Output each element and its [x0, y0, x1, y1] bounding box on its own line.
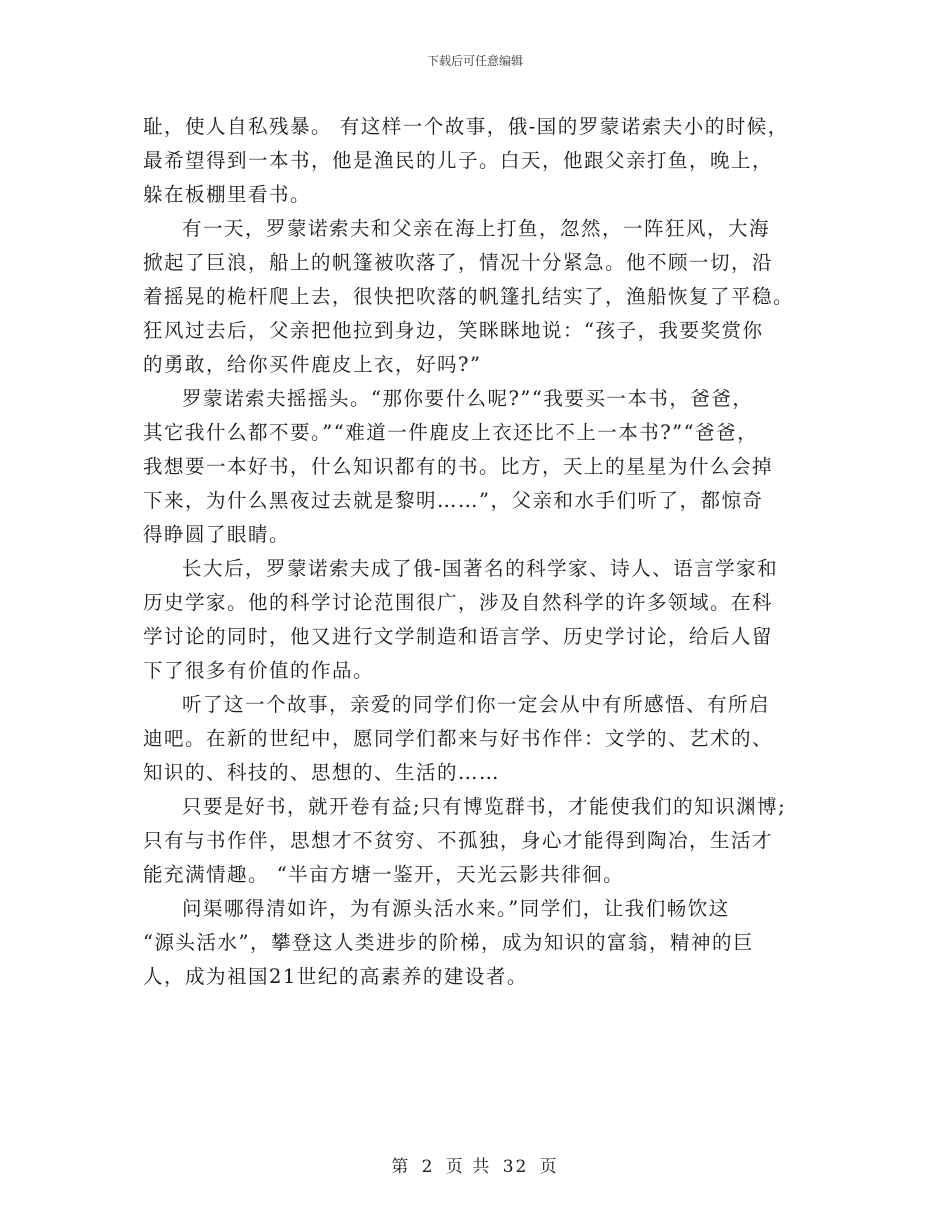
text-line: 听了这一个故事，亲爱的同学们你一定会从中有所感悟、有所启 — [182, 693, 771, 716]
text-line: 历史学家。他的科学讨论范围很广，涉及自然科学的许多领域。在科 — [143, 591, 774, 614]
text-line: 着摇晃的桅杆爬上去，很快把吹落的帆篷扎结实了，渔船恢复了平稳。 — [143, 285, 795, 308]
text-line: 能充满情趣。 “半亩方塘一鉴开，天光云影共徘徊。 — [143, 863, 625, 886]
text-line: 的勇敢，给你买件鹿皮上衣，好吗?” — [143, 353, 482, 376]
footer-middle: 页 共 — [445, 1157, 492, 1177]
text-line: 长大后，罗蒙诺索夫成了俄-国著名的科学家、诗人、语言学家和 — [182, 557, 779, 580]
text-line: 罗蒙诺索夫摇摇头。“那你要什么呢?”“我要买一本书，爸爸， — [182, 387, 754, 410]
text-line: 狂风过去后，父亲把他拉到身边，笑眯眯地说：“孩子，我要奖赏你 — [143, 319, 764, 342]
text-line: 掀起了巨浪，船上的帆篷被吹落了，情况十分紧急。他不顾一切，沿 — [143, 251, 774, 274]
text-line: 知识的、科技的、思想的、生活的…… — [143, 761, 501, 784]
text-line: 其它我什么都不要。”“难道一件鹿皮上衣还比不上一本书?”“爸爸， — [143, 421, 759, 444]
text-line: 只有与书作伴，思想才不贫穷、不孤独，身心才能得到陶冶，生活才 — [143, 829, 774, 852]
text-line: 只要是好书，就开卷有益;只有博览群书，才能使我们的知识渊博; — [182, 795, 787, 818]
text-line: 躲在板棚里看书。 — [143, 183, 312, 206]
body-text — [143, 110, 813, 994]
page-header: 下载后可任意编辑 — [426, 54, 523, 68]
text-line: 下来，为什么黑夜过去就是黎明……”，父亲和水手们听了，都惊奇 — [143, 489, 764, 512]
text-line: 耻，使人自私残暴。 有这样一个故事，俄-国的罗蒙诺索夫小的时候， — [143, 115, 789, 138]
footer-total-pages: 32 — [502, 1157, 529, 1177]
footer-page-number: 2 — [421, 1157, 435, 1177]
text-line: “源头活水”，攀登这人类进步的阶梯，成为知识的富翁，精神的巨 — [143, 931, 754, 954]
footer-prefix: 第 — [391, 1157, 411, 1177]
text-line: 得睁圆了眼睛。 — [143, 523, 291, 546]
text-line: 有一天，罗蒙诺索夫和父亲在海上打鱼，忽然，一阵狂风，大海 — [182, 217, 771, 240]
text-line: 迪吧。在新的世纪中，愿同学们都来与好书作伴：文学的、艺术的、 — [143, 727, 774, 750]
text-line: 学讨论的同时，他又进行文学制造和语言学、历史学讨论，给后人留 — [143, 625, 774, 648]
text-line: 最希望得到一本书，他是渔民的儿子。白天，他跟父亲打鱼，晚上， — [143, 149, 774, 172]
page-footer — [0, 1152, 950, 1177]
text-line: 问渠哪得清如许，为有源头活水来。”同学们，让我们畅饮这 — [182, 897, 730, 920]
text-line: 下了很多有价值的作品。 — [143, 659, 375, 682]
text-line: 人，成为祖国21世纪的高素养的建设者。 — [143, 965, 528, 988]
footer-suffix: 页 — [539, 1157, 559, 1177]
text-line: 我想要一本好书，什么知识都有的书。比方，天上的星星为什么会掉 — [143, 455, 774, 478]
